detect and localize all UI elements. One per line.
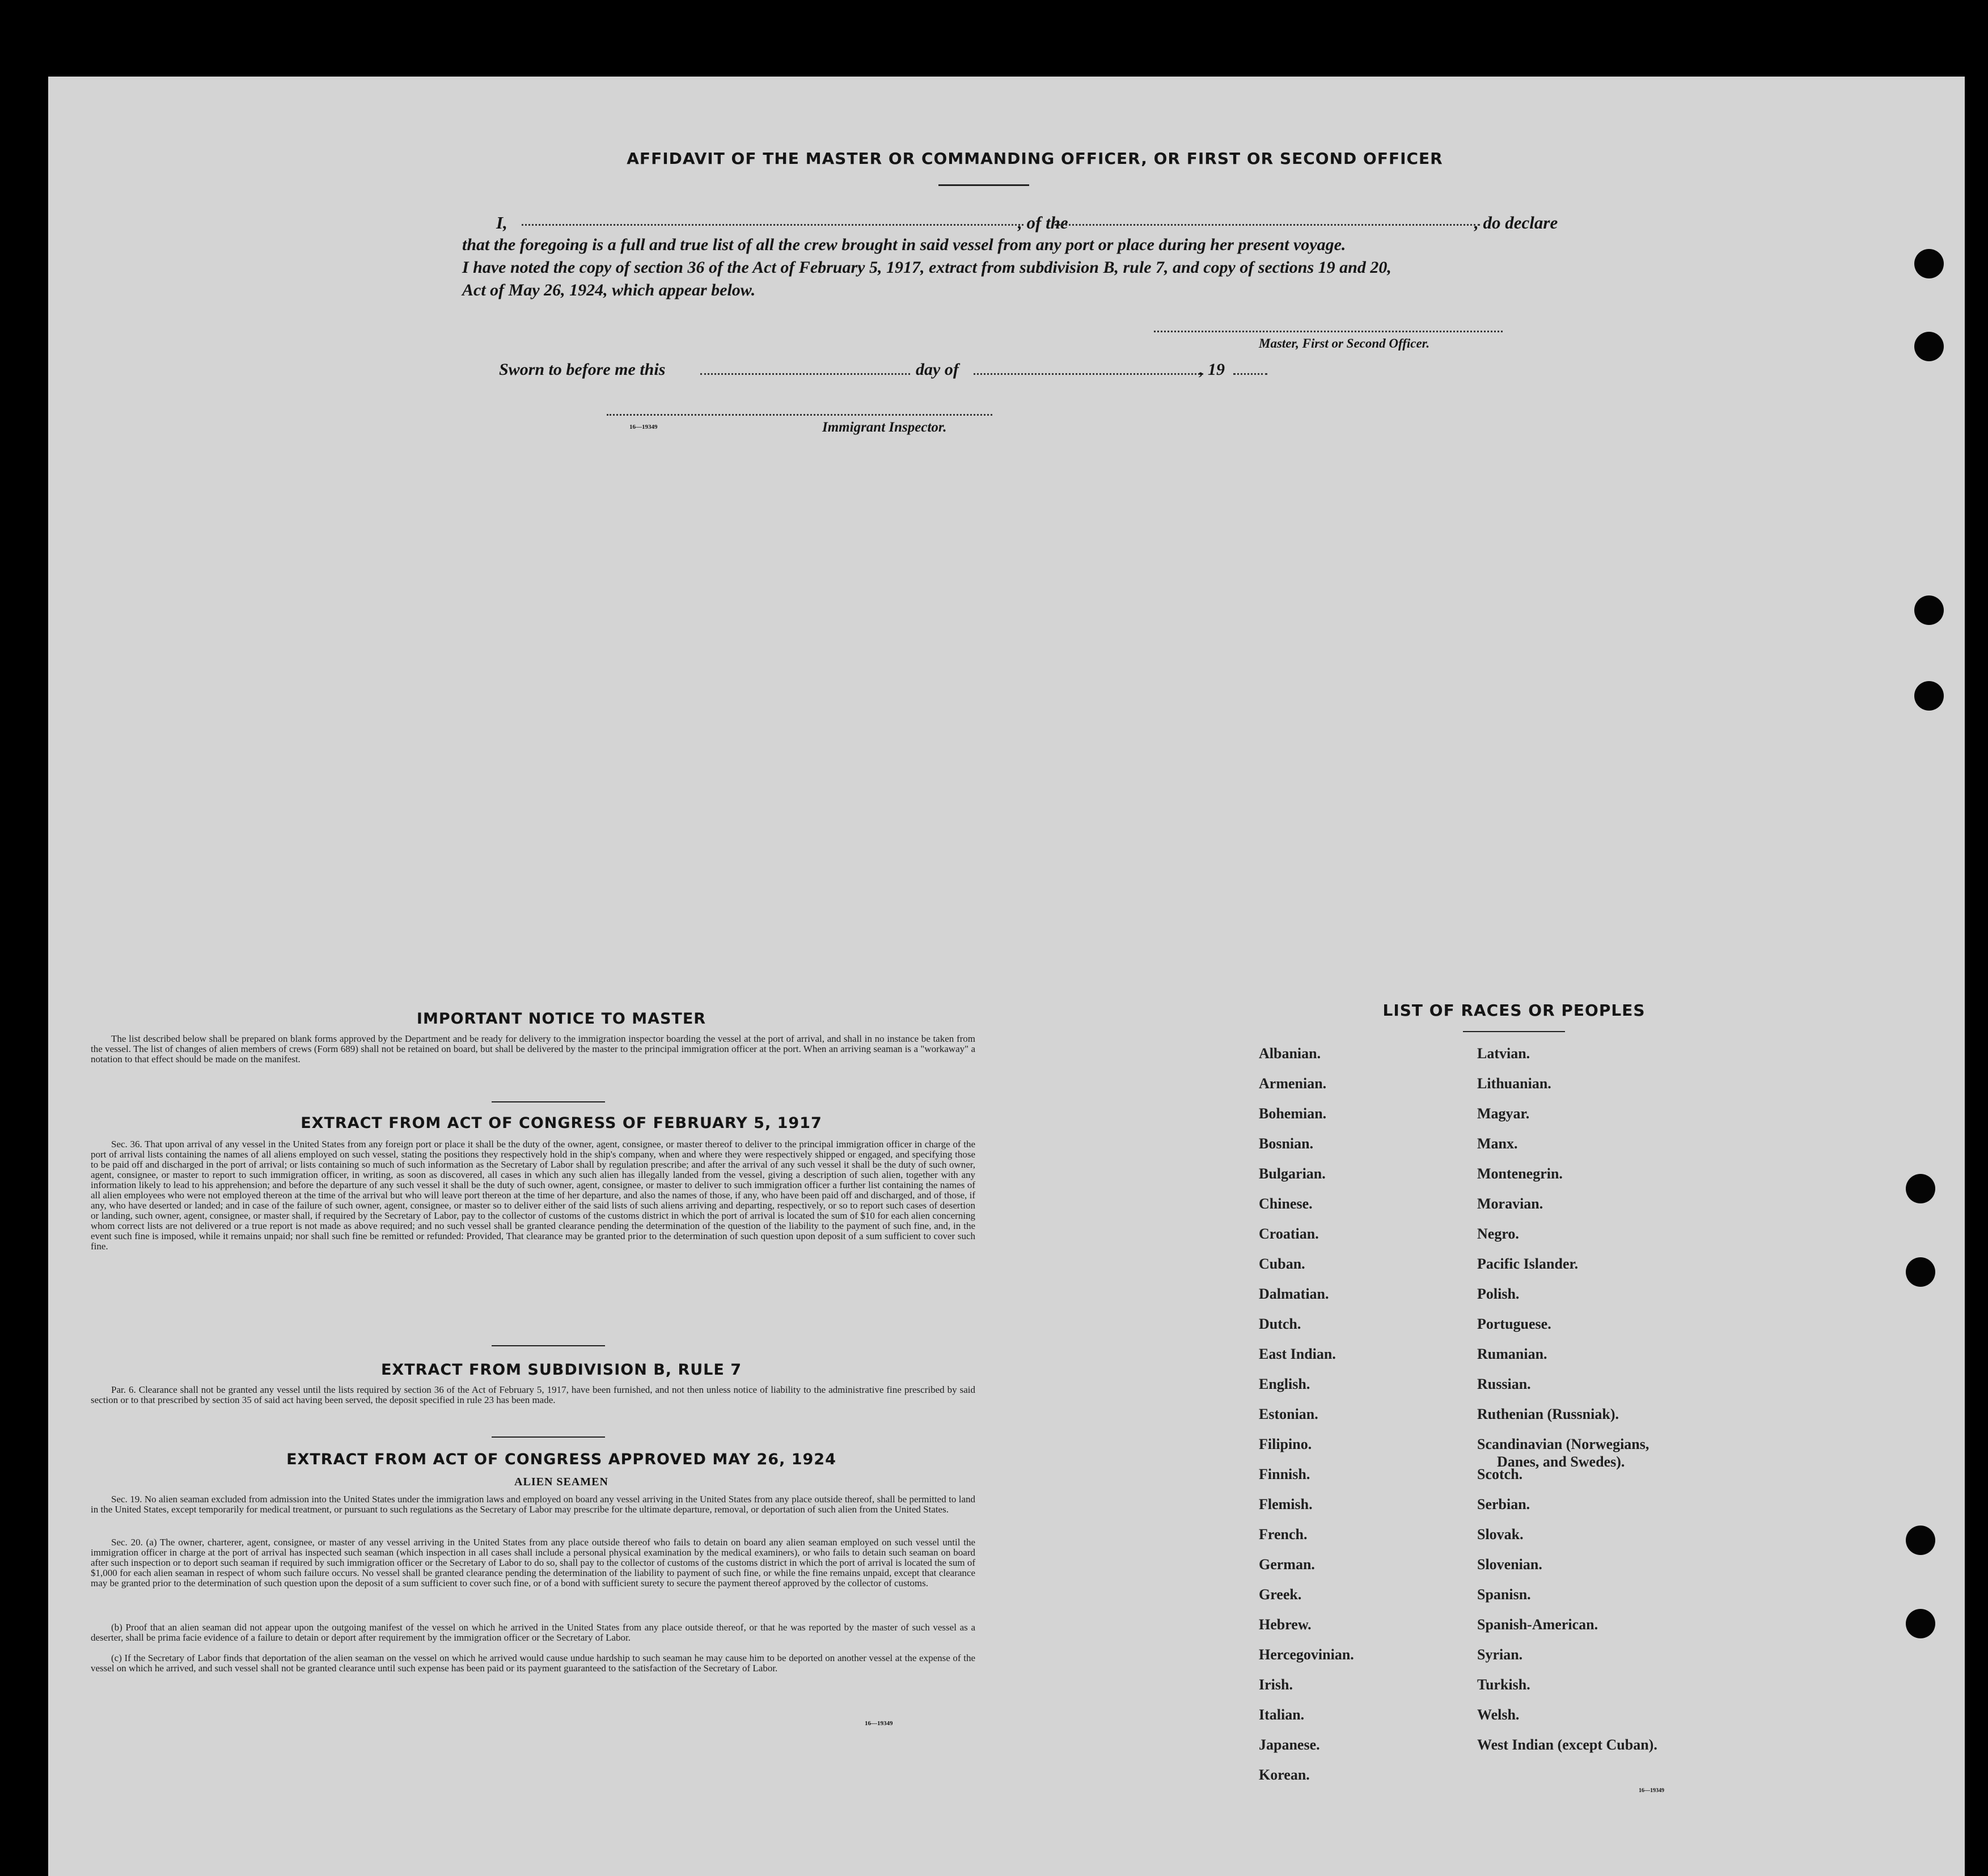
race-item: Turkish. (1477, 1676, 1530, 1693)
race-item: Slovenian. (1477, 1556, 1542, 1573)
race-item: Manx. (1477, 1135, 1518, 1152)
affidavit-form-number: 16—19349 (629, 424, 658, 430)
race-item: Dutch. (1259, 1316, 1301, 1332)
signature-line[interactable] (1154, 331, 1503, 332)
punch-hole (1914, 681, 1944, 711)
punch-hole (1906, 1257, 1935, 1287)
race-item: Slovak. (1477, 1526, 1524, 1543)
race-item: English. (1259, 1376, 1310, 1392)
race-item: Hercegovinian. (1259, 1646, 1354, 1663)
race-item: Ruthenian (Russniak). (1477, 1406, 1619, 1422)
punch-hole (1914, 249, 1944, 278)
race-item: Albanian. (1259, 1045, 1321, 1062)
race-item: Syrian. (1477, 1646, 1523, 1663)
affidavit-line2: that the foregoing is a full and true list of all the crew brought in said vessel from any port or place during her present voyage. (462, 235, 1346, 254)
race-item: Korean. (1259, 1767, 1310, 1783)
vessel-name-blank[interactable] (1055, 224, 1480, 226)
affidavit-declare: , do declare (1474, 213, 1558, 233)
sworn-text: Sworn to before me this (499, 360, 666, 379)
race-item: Chinese. (1259, 1195, 1313, 1212)
race-item: Scotch. (1477, 1466, 1523, 1482)
race-item: French. (1259, 1526, 1308, 1543)
extract1917-text: Sec. 36. That upon arrival of any vessel in the United States from any foreign port or place it shall be the duty of the owner, agent, consignee, or master thereof to deliver to the principal immigration officer in charge of the port of arrival lists containing the names of all aliens employed on such vessel, stating the positions they respectively hold in the ship's company, when and where they were respectively shipped or engaged, and specifying those to be paid off and discharged in the port of arrival; or lists containing so much of such information as the Secretary of Labor shall by regulation prescribe; and after the arrival of any such vessel it shall be the duty of such owner, agent, consignee, or master to report to such immigration officer, in writing, as soon as discovered, all cases in which any such alien has illegally landed from the vessel, giving a description of such alien, together with any information likely to lead to his apprehension; and before the departure of any such vessel it shall be the duty of such owner, agent, consignee, or master to deliver to such immigration officer a further list containing the names of all alien employees who were not employed thereon at the time of the arrival but who will leave port thereon at the time of her departure, and also the names of those, if any, who have been paid off and discharged, and of those, if any, who have deserted or landed; and in case of the failure of such owner, agent, consignee, or master so to deliver either of the said lists of such aliens arriving and departing, respectively, or so to report such cases of desertion or landing, such owner, agent, consignee, or master shall, if required by the Secretary of Labor, pay to the collector of customs of the customs district in which the port of arrival is located the sum of $10 for each alien concerning whom correct lists are not delivered or a true report is not made as above required; and no such vessel shall be granted clearance pending the determination of the question of the liability to the payment of such fine, and, in the event such fine is imposed, while it remains unpaid; nor shall such fine be remitted or refunded: Provided, That clearance may be granted prior to the determination of such question upon deposit of a sum sufficient to cover such fine. (91, 1139, 975, 1252)
extract1924-sec20b: (b) Proof that an alien seaman did not appear upon the outgoing manifest of the vessel on which he arrived in the United States from any place outside thereof, or that he was reported by the master of such vessel as a deserter, shall be prima facie evidence of a failure to detain or deport after requirement by the immigration officer or the Secretary of Labor. (91, 1622, 975, 1643)
extract1924-sec20a: Sec. 20. (a) The owner, charterer, agent, consignee, or master of any vessel arriving in the United States from any place outside thereof who fails to detain on board any alien seaman employed on such vessel until the immigration officer in charge at the port of arrival has inspected such seaman (which inspection in all cases shall include a personal physical examination by the medical examiners), or who fails to detain such seaman on board after such inspection or to deport such seaman if required by such immigration officer or the Secretary of Labor to do so, shall pay to the collector of customs of the customs district in which the port of arrival is located the sum of $1,000 for each alien seaman in respect of whom such failure occurs. No vessel shall be granted clearance pending the determination of the liability to payment of such fine, or while the fine remains unpaid, except that clearance may be granted prior to the determination of such question upon the deposit of a sum sufficient to cover such fine, or of a bond with sufficient surety to secure the payment thereof approved by the collector of customs. (91, 1537, 975, 1588)
race-item: Italian. (1259, 1706, 1305, 1723)
race-item: Estonian. (1259, 1406, 1318, 1422)
race-item: Bulgarian. (1259, 1165, 1326, 1182)
notice-divider (492, 1101, 605, 1102)
affidavit-line4: Act of May 26, 1924, which appear below. (462, 281, 756, 299)
extract1917-divider (492, 1345, 605, 1346)
form-page (48, 77, 1965, 1876)
extract1924-sec20c: (c) If the Secretary of Labor finds that deportation of the alien seaman on the vessel on which he arrived would cause undue hardship to such seaman he may cause him to be deported on another vessel at the expense of the vessel on which he arrived, and such vessel shall not be granted clearance until such expense has been paid or its payment guaranteed to the satisfaction of the Secretary of Labor. (91, 1653, 975, 1674)
race-item: Croatian. (1259, 1226, 1319, 1242)
race-item: Bosnian. (1259, 1135, 1314, 1152)
affidavit-of-the: , of the (1018, 213, 1068, 233)
rule7-divider (492, 1436, 605, 1438)
punch-hole (1906, 1526, 1935, 1555)
master-name-blank[interactable] (522, 224, 1023, 226)
extract1917-title: EXTRACT FROM ACT OF CONGRESS OF FEBRUARY 5, 1917 (301, 1114, 822, 1132)
rule7-text: Par. 6. Clearance shall not be granted any vessel until the lists required by section 36 of the Act of February 5, 1917, have been furnished, and not then unless notice of liability to the administrative fine prescribed by said section or to that prescribed by section 35 of said act having been served, the deposit specified in rule 23 has been made. (91, 1384, 975, 1405)
race-item: Greek. (1259, 1586, 1302, 1603)
race-item: Moravian. (1477, 1195, 1543, 1212)
race-item: Russian. (1477, 1376, 1531, 1392)
extract1924-subtitle: ALIEN SEAMEN (514, 1476, 608, 1488)
race-item: Filipino. (1259, 1436, 1312, 1452)
inspector-signature-line[interactable] (607, 414, 992, 416)
race-item: Lithuanian. (1477, 1075, 1551, 1092)
extract1924-form-number: 16—19349 (865, 1720, 893, 1727)
races-form-number: 16—19349 (1639, 1788, 1664, 1794)
race-item: East Indian. (1259, 1346, 1336, 1362)
notice-title: IMPORTANT NOTICE TO MASTER (416, 1010, 707, 1028)
punch-hole (1914, 332, 1944, 361)
extract1924-sec19: Sec. 19. No alien seaman excluded from admission into the United States under the immigration laws and employed on board any vessel arriving in the United States from any place outside thereof, shall be permitted to land in the United States, except temporarily for medical treatment, or pursuant to such regulations as the Secretary of Labor may prescribe for the ultimate departure, removal, or deportation of such alien from the United States. (91, 1494, 975, 1515)
affidavit-title: AFFIDAVIT OF THE MASTER OR COMMANDING OFFICER, OR FIRST OR SECOND OFFICER (627, 149, 1443, 168)
race-item: Scandinavian (Norwegians, (1477, 1436, 1649, 1452)
races-title: LIST OF RACES OR PEOPLES (1382, 1001, 1646, 1020)
race-item: Spanisn. (1477, 1586, 1531, 1603)
rule7-title: EXTRACT FROM SUBDIVISION B, RULE 7 (380, 1361, 742, 1379)
race-item: Montenegrin. (1477, 1165, 1563, 1182)
race-item: West Indian (except Cuban). (1477, 1736, 1657, 1753)
race-item: Danes, and Swedes). (1497, 1454, 1625, 1470)
inspector-label: Immigrant Inspector. (822, 420, 947, 435)
race-item: Dalmatian. (1259, 1286, 1329, 1302)
punch-hole (1914, 595, 1944, 625)
race-item: Flemish. (1259, 1496, 1313, 1512)
sworn-day-of: day of (916, 360, 959, 379)
race-item: Latvian. (1477, 1045, 1530, 1062)
affidavit-line3: I have noted the copy of section 36 of the Act of February 5, 1917, extract from subdivision B, rule 7, and copy of sections 19 and 20, (462, 258, 1391, 277)
race-item: Rumanian. (1477, 1346, 1547, 1362)
punch-hole (1906, 1609, 1935, 1638)
sworn-month-blank[interactable] (974, 373, 1203, 375)
race-item: Cuban. (1259, 1256, 1305, 1272)
race-item: Irish. (1259, 1676, 1293, 1693)
extract1924-title: EXTRACT FROM ACT OF CONGRESS APPROVED MAY 26, 1924 (286, 1451, 836, 1468)
notice-text: The list described below shall be prepared on blank forms approved by the Department and be ready for delivery to the immigration inspector boarding the vessel at the port of arrival, and shall in no instance be taken from the vessel. The list of changes of alien members of crews (Form 689) shall not be retained on board, but shall be delivered by the master to the principal immigration officer at the port. When an arriving seaman is a "workaway" a notation to that effect should be made on the manifest. (91, 1033, 975, 1064)
race-item: Polish. (1477, 1286, 1520, 1302)
race-item: Finnish. (1259, 1466, 1310, 1482)
sworn-year-blank[interactable] (1233, 373, 1267, 375)
title-underline (938, 184, 1029, 186)
race-item: Armenian. (1259, 1075, 1327, 1092)
race-item: Serbian. (1477, 1496, 1530, 1512)
race-item: Negro. (1477, 1226, 1519, 1242)
race-item: Portuguese. (1477, 1316, 1551, 1332)
race-item: Welsh. (1477, 1706, 1520, 1723)
signature-label: Master, First or Second Officer. (1259, 336, 1430, 350)
sworn-year-prefix: , 19 (1199, 360, 1225, 379)
races-underline (1463, 1031, 1565, 1032)
race-item: Hebrew. (1259, 1616, 1312, 1633)
race-item: Japanese. (1259, 1736, 1320, 1753)
race-item: Magyar. (1477, 1105, 1530, 1122)
sworn-day-blank[interactable] (700, 373, 910, 375)
race-item: German. (1259, 1556, 1315, 1573)
affidavit-i: I, (496, 213, 507, 233)
punch-hole (1906, 1174, 1935, 1203)
race-item: Bohemian. (1259, 1105, 1327, 1122)
race-item: Spanish-American. (1477, 1616, 1598, 1633)
race-item: Pacific Islander. (1477, 1256, 1579, 1272)
